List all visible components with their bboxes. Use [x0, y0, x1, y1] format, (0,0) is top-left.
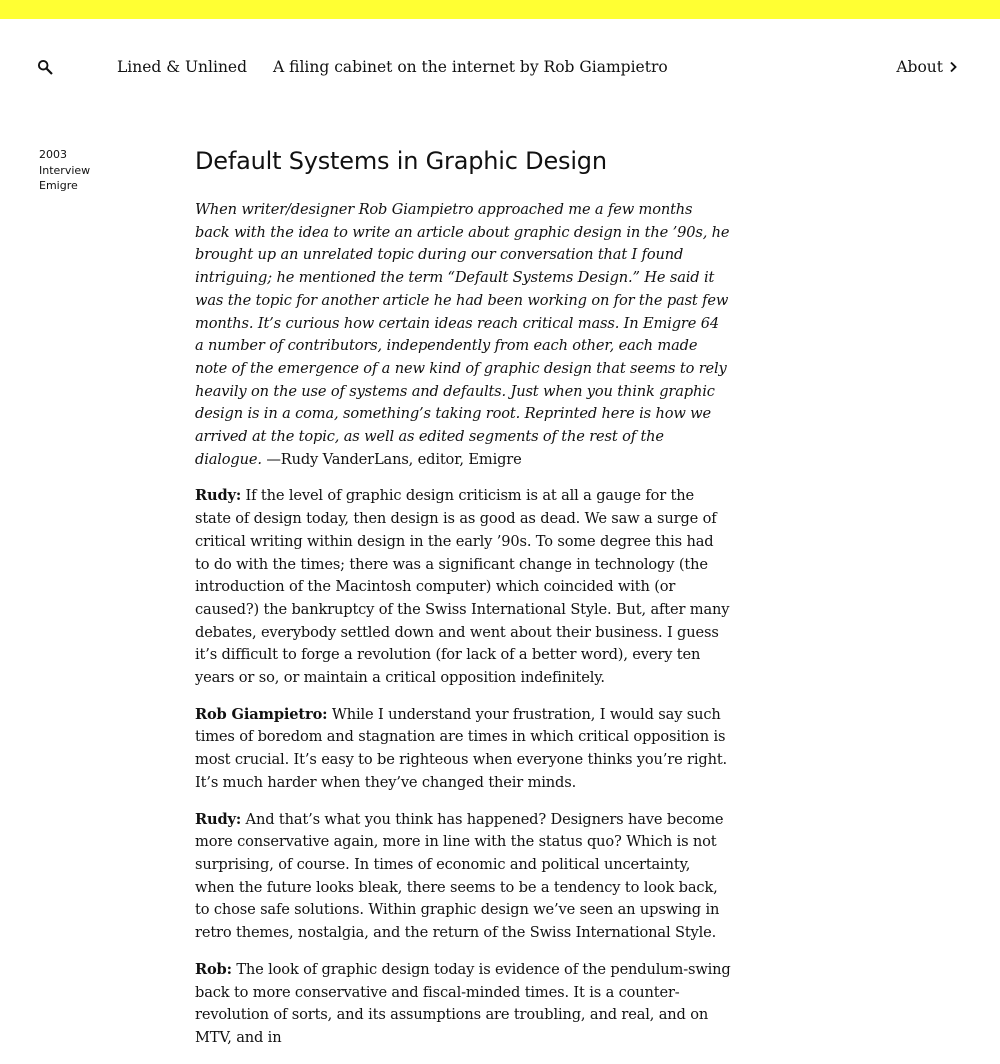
- meta-type: Interview: [39, 163, 91, 177]
- dialogue-text: While I understand your frustration, I would say such times of boredom and stagnation are times in which critical opposition is most crucial. It’s easy to be righteous when everyone thinks you’re right. It’s much harder when they’ve changed their minds.: [195, 705, 728, 791]
- speaker-label: Rob Giampietro:: [195, 705, 328, 723]
- top-accent-bar: [0, 0, 1000, 19]
- about-link[interactable]: [896, 58, 958, 76]
- site-tagline: A filing cabinet on the internet by Rob Giampietro: [273, 58, 668, 76]
- intro-signature: —Rudy VanderLans, editor, Emigre: [261, 450, 522, 468]
- intro-paragraph: [195, 199, 731, 471]
- dialogue-paragraph: [195, 485, 731, 689]
- article-title: Default Systems in Graphic Design: [195, 147, 607, 175]
- speaker-label: Rudy:: [195, 810, 242, 828]
- dialogue-paragraph: [195, 809, 731, 945]
- article-meta: [39, 147, 119, 194]
- chevron-right-icon: [949, 61, 958, 73]
- meta-year: 2003: [39, 148, 67, 161]
- dialogue-text: The look of graphic design today is evidence of the pendulum-swing back to more conservative and fiscal-minded times. It is a counter-revolution of sorts, and its assumptions are troubling, and real, and on MTV, and in: [195, 960, 731, 1046]
- search-icon[interactable]: [37, 59, 53, 75]
- dialogue-text: If the level of graphic design criticism is at all a gauge for the state of design today, then design is as good as dead. We saw a surge of critical writing within design in the early ’90s. To some degree this had to do with the times; there was a significant change in technology (the introduction of the Macintosh computer) which coincided with (or caused?) the bankruptcy of the Swiss International Style. But, after many debates, everybody settled down and went about their business. I guess it’s difficult to forge a revolution (for lack of a better word), every ten years or so, or maintain a critical opposition indefinitely.: [195, 487, 730, 687]
- dialogue-paragraph: [195, 959, 731, 1050]
- meta-publication: Emigre: [39, 179, 78, 192]
- speaker-label: Rob:: [195, 960, 232, 978]
- about-label: About: [896, 58, 943, 76]
- intro-italic-text: When writer/designer Rob Giampietro approached me a few months back with the idea to write an article about graphic design in the ’90s, he brought up an unrelated topic during our conversation that I found intriguing; he mentioned the term “Default Systems Design.” He said it was the topic for another article he had been working on for the past few months. It’s curious how certain ideas reach critical mass. In Emigre 64 a number of contributors, independently from each other, each made note of the emergence of a new kind of graphic design that seems to rely heavily on the use of systems and defaults. Just when you think graphic design is in a coma, something’s taking root. Reprinted here is how we arrived at the topic, as well as edited segments of the rest of the dialogue.: [195, 201, 730, 468]
- site-name-link[interactable]: Lined & Unlined: [117, 58, 248, 76]
- site-header: [0, 54, 1000, 82]
- dialogue-text: And that’s what you think has happened? Designers have become more conservative again, more in line with the status quo? Which is not surprising, of course. In times of economic and political uncertainty, when the future looks bleak, there seems to be a tendency to look back, to chose safe solutions. Within graphic design we’ve seen an upswing in retro themes, nostalgia, and the return of the Swiss International Style.: [195, 810, 724, 942]
- article-body: [195, 143, 731, 1064]
- dialogue-paragraph: [195, 704, 731, 795]
- speaker-label: Rudy:: [195, 487, 242, 505]
